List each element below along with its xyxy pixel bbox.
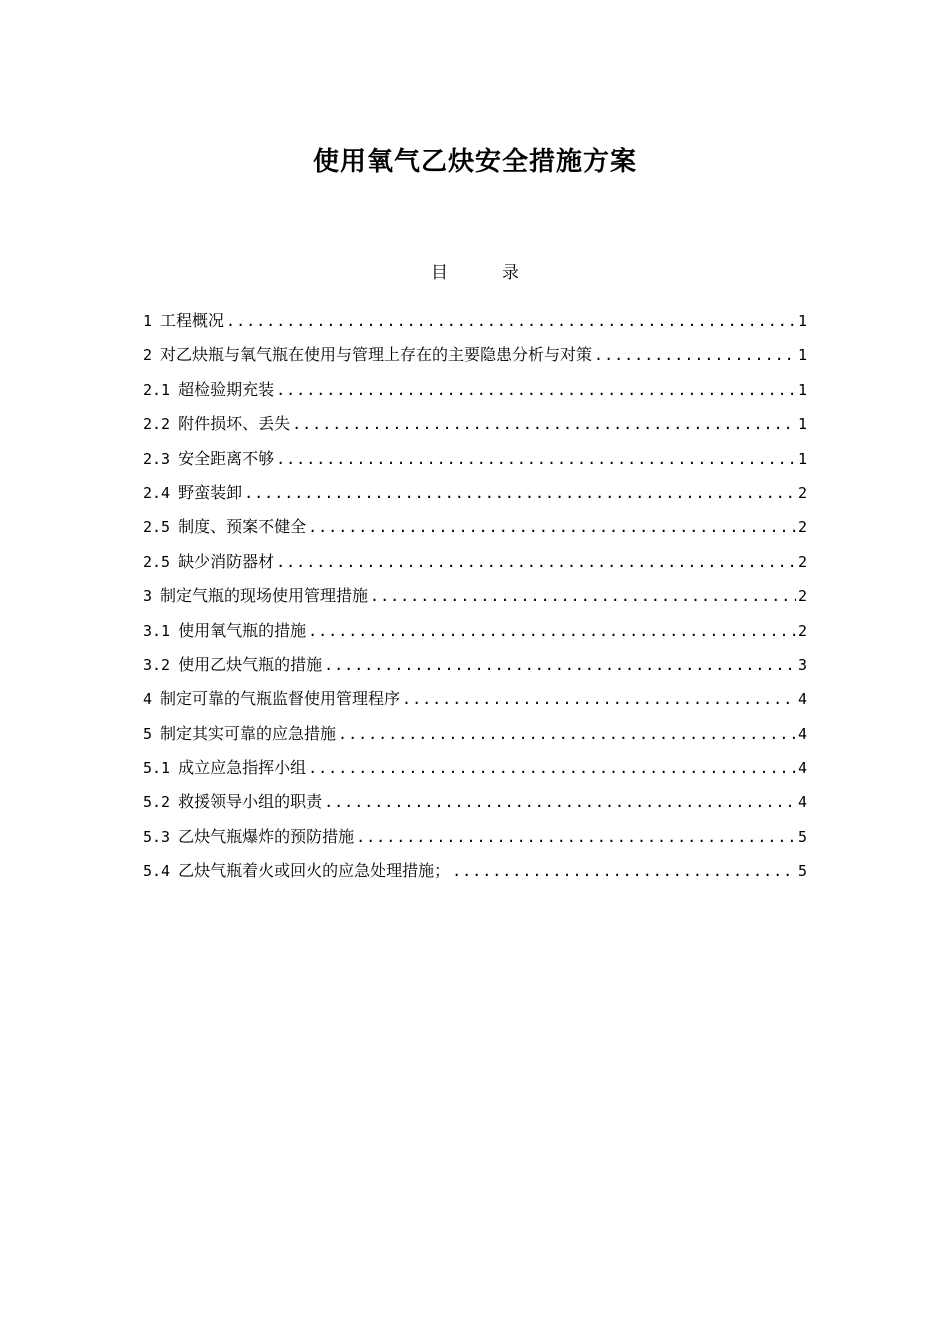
toc-entry-title: 对乙炔瓶与氧气瓶在使用与管理上存在的主要隐患分析与对策 [160,345,593,365]
toc-entry-number: 3.1 [143,621,171,640]
toc-entry[interactable] [143,751,807,785]
toc-entry-title: 工程概况 [160,311,225,330]
toc-entry[interactable] [143,476,807,510]
dot-leader [370,579,796,613]
dot-leader [324,785,796,819]
toc-entry-number: 2.5 [143,552,171,571]
document-title: 使用氧气乙炔安全措施方案 [312,147,637,177]
toc-entry[interactable] [143,407,807,441]
toc-entry-page: 5 [797,827,807,846]
toc-entry[interactable] [143,614,807,648]
dot-leader [276,545,796,579]
toc-entry-title: 制定可靠的气瓶监督使用管理程序 [160,689,401,709]
toc-entry-title: 超检验期充装 [178,379,275,399]
dot-leader [324,648,796,682]
toc-entry[interactable] [143,785,807,819]
toc-entry-title: 缺少消防器材 [178,551,275,571]
dot-leader [308,614,796,648]
toc-entry-number: 5 [143,724,153,743]
toc-entry[interactable] [143,304,807,338]
toc-entry-page: 1 [797,380,807,399]
toc-entry[interactable] [143,648,807,682]
toc-entry-title: 附件损坏、丢失 [178,414,291,434]
toc-entry-page: 2 [797,518,807,537]
toc-entry-title: 野蛮装卸 [178,482,243,502]
toc-entry-number: 3 [143,587,153,606]
toc-entry-page: 2 [797,621,807,640]
toc-entry-number: 5.2 [143,793,171,812]
toc-entry-page: 1 [797,415,807,434]
dot-leader [308,510,796,544]
toc-entry-number: 2.5 [143,518,171,537]
toc-entry-title: 安全距离不够 [178,448,275,468]
toc-entry[interactable] [143,338,807,372]
toc-entry[interactable] [143,373,807,407]
toc-heading: 目录 [431,263,573,283]
toc-entry-page: 4 [797,690,807,709]
dot-leader [356,820,796,854]
table-of-contents [143,304,807,889]
toc-entry-title: 使用乙炔气瓶的措施 [178,654,323,674]
dot-leader [338,717,796,751]
toc-entry-page: 2 [797,587,807,606]
dot-leader [402,682,796,716]
toc-entry-number: 4 [143,690,153,709]
dot-leader [276,442,796,476]
toc-entry-title: 制定其实可靠的应急措施 [160,723,337,743]
toc-entry-number: 5.4 [143,862,171,881]
dot-leader [292,407,796,441]
toc-entry-title: 乙炔气瓶爆炸的预防措施 [178,826,355,846]
toc-entry-title: 制度、预案不健全 [178,517,307,537]
toc-entry-number: 5.1 [143,759,171,778]
toc-entry-number: 2 [143,346,153,365]
toc-entry[interactable] [143,820,807,854]
toc-entry-number: 2.2 [143,415,171,434]
toc-entry[interactable] [143,545,807,579]
dot-leader [308,751,796,785]
dot-leader [594,338,796,372]
toc-entry[interactable] [143,682,807,716]
toc-entry-title: 乙炔气瓶着火或回火的应急处理措施； [178,861,451,881]
dot-leader [226,304,796,338]
toc-entry[interactable] [143,717,807,751]
toc-entry-page: 2 [797,552,807,571]
toc-entry-page: 5 [797,862,807,881]
toc-entry-page: 4 [797,793,807,812]
toc-entry-page: 1 [797,346,807,365]
dot-leader [244,476,796,510]
toc-entry-page: 1 [797,449,807,468]
toc-entry-title: 制定气瓶的现场使用管理措施 [160,586,369,606]
toc-entry-page: 4 [797,724,807,743]
toc-entry-number: 5.3 [143,827,171,846]
dot-leader [276,373,796,407]
toc-entry-page: 3 [797,655,807,674]
toc-entry[interactable] [143,579,807,613]
toc-entry[interactable] [143,442,807,476]
toc-entry-page: 1 [797,312,807,330]
toc-entry[interactable] [143,510,807,544]
toc-entry-title: 成立应急指挥小组 [178,758,307,778]
toc-entry-page: 2 [797,483,807,502]
toc-entry-number: 2.1 [143,380,171,399]
toc-entry[interactable] [143,854,807,888]
toc-entry-number: 3.2 [143,655,171,674]
toc-entry-title: 使用氧气瓶的措施 [178,620,307,640]
dot-leader [452,854,796,888]
toc-entry-number: 1 [143,312,153,330]
toc-entry-page: 4 [797,759,807,778]
toc-entry-number: 2.3 [143,449,171,468]
toc-entry-number: 2.4 [143,483,171,502]
toc-entry-title: 救援领导小组的职责 [178,792,323,812]
